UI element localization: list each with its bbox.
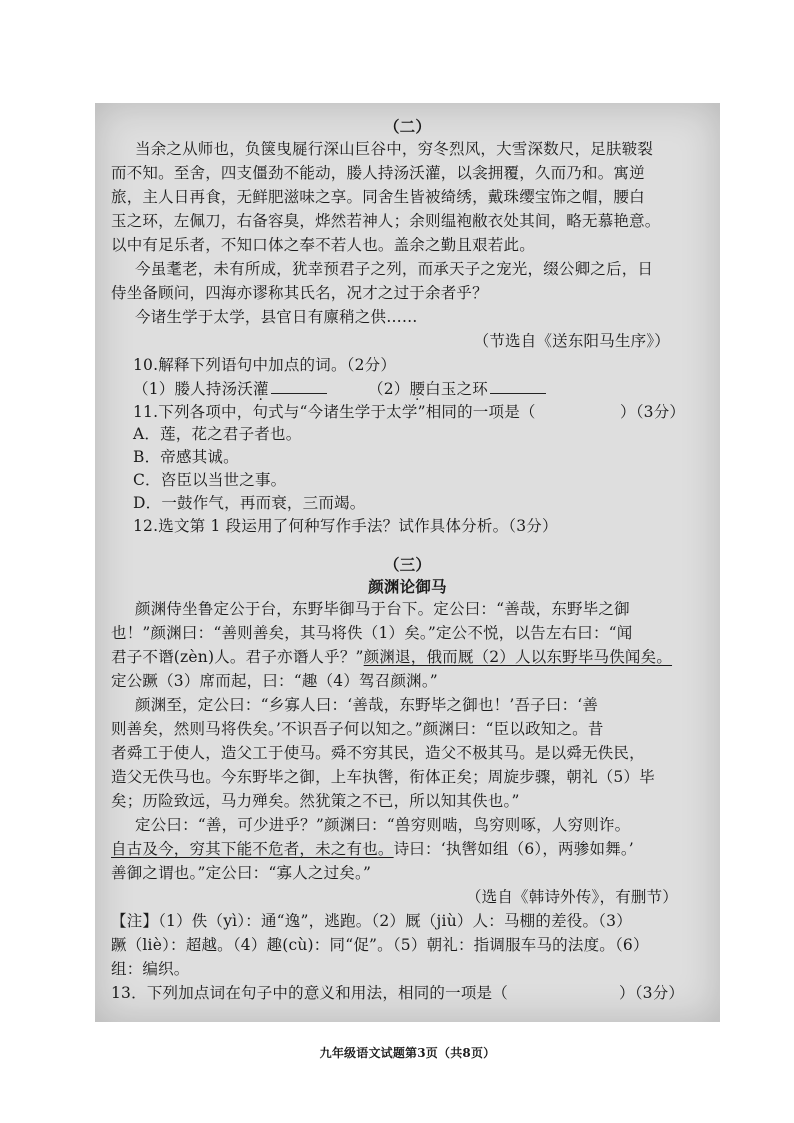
notes-line: 蹶（liè）：超越。（4）趣(cù)：同“促”。（5）朝礼：指调服车马的法度。（6） — [111, 936, 649, 954]
passage-line: 则善矣，然则马将佚矣。’不识吾子何以知之。”颜渊曰：“臣以政知之。昔 — [111, 720, 604, 738]
question-11-score: ）（3分） — [620, 403, 686, 421]
section-heading-2: （二） — [383, 117, 432, 136]
notes-line: 【注】（1）佚（yì）：通“逸”，逃跑。（2）厩（jiù）人：马棚的差役。（3） — [111, 912, 632, 930]
passage-line: 定公蹶（3）席而起，曰：“趣（4）驾召颜渊。” — [111, 672, 438, 690]
source-citation: （选自《韩诗外传》，有删节） — [465, 888, 678, 906]
underlined-sentence: 颜渊退，俄而厩（2）人以东野毕马佚闻矣。 — [363, 648, 673, 666]
answer-blank[interactable] — [490, 379, 546, 394]
passage-line: 颜渊至，定公曰：“乡寡人曰：‘善哉，东野毕之御也！’吾子曰：‘善 — [135, 696, 599, 714]
question-13: 13．下列加点词在句子中的意义和用法，相同的一项是（ — [111, 984, 508, 1002]
question-13-score: ）（3分） — [619, 984, 685, 1002]
option-d: D．一鼓作气，再而衰，三而竭。 — [133, 494, 366, 512]
passage-line: 者舜工于使人，造父工于使马。舜不穷其民，造父不极其马。是以舜无佚民， — [111, 744, 645, 762]
notes-line: 组：编织。 — [111, 960, 190, 978]
passage-line: 也！”颜渊曰：“善则善矣，其马将佚（1）矣。”定公不悦，以告左右曰：“闻 — [111, 624, 633, 642]
option-a: A．莲，花之君子者也。 — [133, 425, 302, 443]
question-10-item-1: （1）媵人持汤沃灌 — [133, 379, 327, 399]
passage-line: 善御之谓也。”定公曰：“寡人之过矣。” — [111, 864, 372, 882]
passage-line: 今诸生学于太学，县官日有廪稍之供…… — [135, 308, 418, 326]
passage-line: 定公曰：“善，可少进乎？”颜渊曰：“兽穷则啮，鸟穷则啄，人穷则诈。 — [135, 816, 631, 834]
passage-line: 颜渊侍坐鲁定公于台，东野毕御马于台下。定公曰：“善哉，东野毕之御 — [135, 600, 630, 618]
section-heading-3: （三） — [383, 555, 432, 574]
scanned-page — [95, 103, 720, 1060]
passage-line: 玉之环，左佩刀，右备容臭，烨然若神人；余则缊袍敝衣处其间，略无慕艳意。 — [111, 212, 661, 230]
page-footer: 九年级语文试题第3页（共8页） — [319, 1046, 496, 1060]
passage-line: 造父无佚马也。今东野毕之御，上车执辔，衔体正矣；周旋步骤，朝礼（5）毕 — [111, 768, 655, 786]
passage-line: 今虽耄老，未有所成，犹幸预君子之列，而承天子之宠光，缀公卿之后，日 — [135, 260, 654, 278]
passage-title: 颜渊论御马 — [368, 577, 447, 596]
passage-line: 以中有足乐者，不知口体之奉不若人也。盖余之勤且艰若此。 — [111, 236, 535, 254]
passage-line: 自古及今，穷其下能不危者，未之有也。诗曰：‘执辔如组（6），两骖如舞。’ — [111, 840, 634, 858]
underlined-sentence: 自古及今，穷其下能不危者，未之有也。 — [111, 840, 394, 858]
option-c: C．咨臣以当世之事。 — [133, 471, 287, 489]
question-12: 12.选文第 1 段运用了何种写作手法？试作具体分析。（3分） — [133, 517, 558, 535]
passage-line: 而不知。至舍，四支僵劲不能动，媵人持汤沃灌，以衾拥覆，久而乃和。寓逆 — [111, 164, 645, 182]
passage-line: 旅，主人日再食，无鲜肥滋味之享。同舍生皆被绮绣，戴珠缨宝饰之帽，腰白 — [111, 188, 645, 206]
passage-line: 当余之从师也，负箧曳屣行深山巨谷中，穷冬烈风，大雪深数尺，足肤皲裂 — [135, 140, 654, 158]
passage-line: 君子不谮(zèn)人。君子亦谮人乎？”颜渊退，俄而厩（2）人以东野毕马佚闻矣。 — [111, 648, 673, 666]
option-b: B．帝感其诚。 — [133, 448, 239, 466]
answer-blank[interactable] — [271, 379, 327, 394]
passage-line: 矣；历险致远，马力殚矣。然犹策之不已，所以知其佚也。” — [111, 792, 520, 810]
question-11: 11.下列各项中，句式与“今诸生学于太学”相同的一项是（ — [133, 403, 536, 421]
question-10-item-2: （2）腰白玉之环 — [368, 379, 546, 399]
question-10: 10.解释下列语句中加点的词。（2分） — [133, 356, 397, 374]
passage-line: 侍坐备顾问，四海亦谬称其氏名，况才之过于余者乎？ — [111, 284, 488, 302]
source-citation: （节选自《送东阳马生序》） — [473, 332, 670, 350]
